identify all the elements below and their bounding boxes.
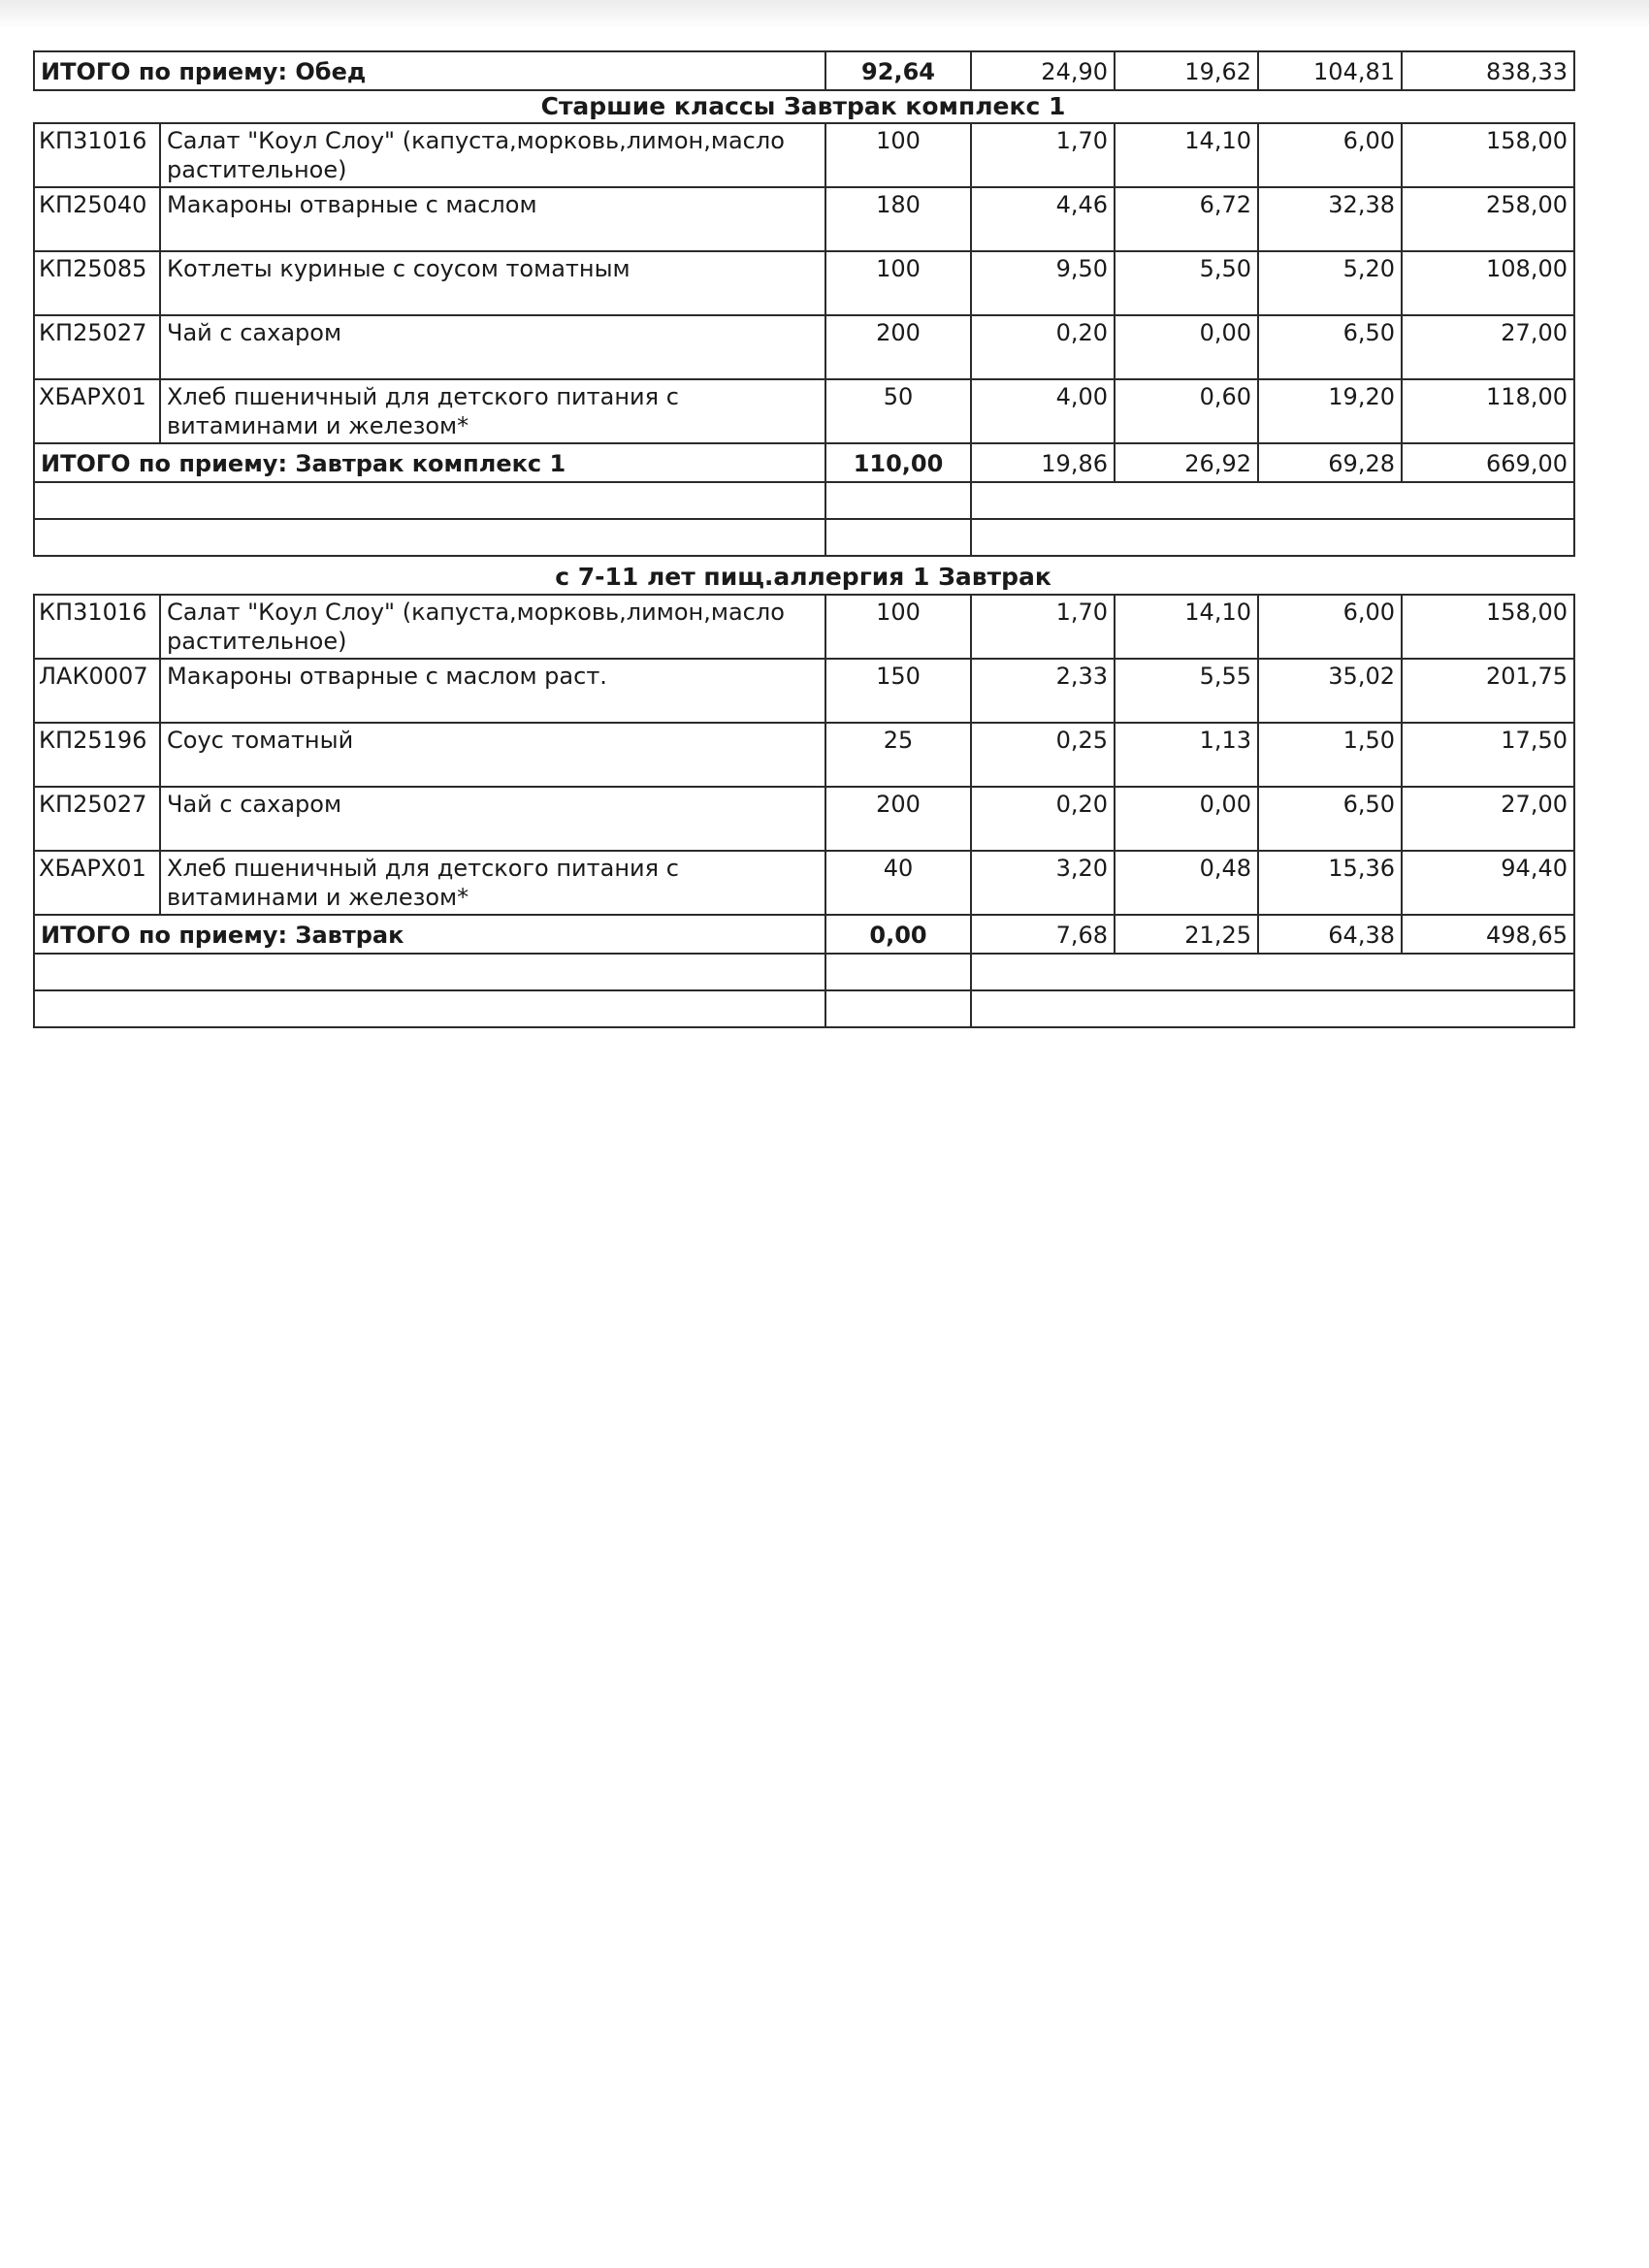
total-row [34, 443, 1574, 482]
item-kcal: 201,75 [1402, 659, 1574, 723]
item-name: Хлеб пшеничный для детского питания с витаминами и железом* [160, 379, 825, 443]
item-protein: 4,46 [971, 187, 1115, 251]
item-kcal: 258,00 [1402, 187, 1574, 251]
blank-cell [971, 954, 1574, 990]
item-carbs: 1,50 [1258, 723, 1402, 787]
item-fat: 5,50 [1115, 251, 1258, 315]
section2-block [33, 594, 1573, 1028]
blank-cell [825, 990, 971, 1027]
table-row [34, 251, 1574, 315]
item-carbs: 19,20 [1258, 379, 1402, 443]
item-code: КП25027 [34, 787, 160, 851]
item-carbs: 6,50 [1258, 315, 1402, 379]
lunch-total-block [33, 50, 1573, 91]
table-row [34, 851, 1574, 915]
item-fat: 14,10 [1115, 123, 1258, 187]
lunch-total-table [33, 50, 1575, 91]
table-row [34, 315, 1574, 379]
item-carbs: 35,02 [1258, 659, 1402, 723]
table-row [34, 123, 1574, 187]
item-code: ХБАРХ01 [34, 851, 160, 915]
item-name: Макароны отварные с маслом [160, 187, 825, 251]
blank-row [34, 990, 1574, 1027]
total-qty: 110,00 [825, 443, 971, 482]
section1-table [33, 122, 1575, 557]
item-name: Салат "Коул Слоу" (капуста,морковь,лимон,масло растительное) [160, 595, 825, 659]
item-qty: 180 [825, 187, 971, 251]
blank-cell [825, 954, 971, 990]
item-kcal: 94,40 [1402, 851, 1574, 915]
item-protein: 1,70 [971, 595, 1115, 659]
section-title: Старшие классы Завтрак комплекс 1 [540, 92, 1066, 120]
item-protein: 0,20 [971, 787, 1115, 851]
total-label: ИТОГО по приему: Завтрак комплекс 1 [34, 443, 825, 482]
item-code: ЛАК0007 [34, 659, 160, 723]
item-kcal: 17,50 [1402, 723, 1574, 787]
table-row [34, 379, 1574, 443]
item-kcal: 158,00 [1402, 595, 1574, 659]
item-fat: 0,00 [1115, 315, 1258, 379]
blank-cell [971, 990, 1574, 1027]
item-kcal: 27,00 [1402, 787, 1574, 851]
item-qty: 50 [825, 379, 971, 443]
blank-cell [825, 519, 971, 556]
total-row [34, 915, 1574, 954]
item-name: Соус томатный [160, 723, 825, 787]
total-protein: 19,86 [971, 443, 1115, 482]
section2-table [33, 594, 1575, 1028]
item-qty: 25 [825, 723, 971, 787]
table-row [34, 787, 1574, 851]
blank-cell [34, 519, 825, 556]
total-qty: 92,64 [825, 51, 971, 90]
item-fat: 5,55 [1115, 659, 1258, 723]
item-kcal: 108,00 [1402, 251, 1574, 315]
total-carbs: 64,38 [1258, 915, 1402, 954]
item-qty: 100 [825, 595, 971, 659]
item-protein: 2,33 [971, 659, 1115, 723]
item-code: ХБАРХ01 [34, 379, 160, 443]
item-protein: 0,20 [971, 315, 1115, 379]
blank-cell [971, 482, 1574, 519]
total-fat: 19,62 [1115, 51, 1258, 90]
item-protein: 0,25 [971, 723, 1115, 787]
blank-row [34, 519, 1574, 556]
total-carbs: 69,28 [1258, 443, 1402, 482]
item-code: КП25196 [34, 723, 160, 787]
item-name: Чай с сахаром [160, 315, 825, 379]
item-qty: 150 [825, 659, 971, 723]
total-kcal: 498,65 [1402, 915, 1574, 954]
item-qty: 40 [825, 851, 971, 915]
item-fat: 0,48 [1115, 851, 1258, 915]
item-fat: 14,10 [1115, 595, 1258, 659]
total-protein: 24,90 [971, 51, 1115, 90]
item-fat: 0,60 [1115, 379, 1258, 443]
item-protein: 1,70 [971, 123, 1115, 187]
item-protein: 4,00 [971, 379, 1115, 443]
item-qty: 100 [825, 251, 971, 315]
total-qty: 0,00 [825, 915, 971, 954]
section-title: с 7-11 лет пищ.аллергия 1 Завтрак [555, 563, 1051, 591]
item-code: КП31016 [34, 123, 160, 187]
item-name: Хлеб пшеничный для детского питания с витаминами и железом* [160, 851, 825, 915]
blank-cell [34, 482, 825, 519]
total-label: ИТОГО по приему: Завтрак [34, 915, 825, 954]
item-code: КП25027 [34, 315, 160, 379]
total-fat: 21,25 [1115, 915, 1258, 954]
item-carbs: 6,00 [1258, 123, 1402, 187]
item-code: КП25040 [34, 187, 160, 251]
item-protein: 9,50 [971, 251, 1115, 315]
total-kcal: 669,00 [1402, 443, 1574, 482]
scan-top-edge [0, 0, 1649, 29]
total-row [34, 51, 1574, 90]
item-fat: 0,00 [1115, 787, 1258, 851]
blank-row [34, 954, 1574, 990]
item-carbs: 15,36 [1258, 851, 1402, 915]
item-qty: 100 [825, 123, 971, 187]
item-carbs: 6,00 [1258, 595, 1402, 659]
item-protein: 3,20 [971, 851, 1115, 915]
item-fat: 1,13 [1115, 723, 1258, 787]
item-qty: 200 [825, 315, 971, 379]
item-carbs: 5,20 [1258, 251, 1402, 315]
item-name: Котлеты куриные с соусом томатным [160, 251, 825, 315]
item-kcal: 158,00 [1402, 123, 1574, 187]
table-row [34, 659, 1574, 723]
total-label: ИТОГО по приему: Обед [34, 51, 825, 90]
blank-cell [825, 482, 971, 519]
table-row [34, 187, 1574, 251]
item-name: Макароны отварные с маслом раст. [160, 659, 825, 723]
item-fat: 6,72 [1115, 187, 1258, 251]
blank-cell [971, 519, 1574, 556]
item-kcal: 118,00 [1402, 379, 1574, 443]
table-row [34, 723, 1574, 787]
blank-cell [34, 954, 825, 990]
item-code: КП25085 [34, 251, 160, 315]
item-code: КП31016 [34, 595, 160, 659]
total-carbs: 104,81 [1258, 51, 1402, 90]
section1-block [33, 122, 1573, 557]
total-kcal: 838,33 [1402, 51, 1574, 90]
item-qty: 200 [825, 787, 971, 851]
item-kcal: 27,00 [1402, 315, 1574, 379]
table-row [34, 595, 1574, 659]
item-carbs: 32,38 [1258, 187, 1402, 251]
blank-cell [34, 990, 825, 1027]
blank-row [34, 482, 1574, 519]
item-carbs: 6,50 [1258, 787, 1402, 851]
total-protein: 7,68 [971, 915, 1115, 954]
item-name: Чай с сахаром [160, 787, 825, 851]
item-name: Салат "Коул Слоу" (капуста,морковь,лимон,масло растительное) [160, 123, 825, 187]
total-fat: 26,92 [1115, 443, 1258, 482]
